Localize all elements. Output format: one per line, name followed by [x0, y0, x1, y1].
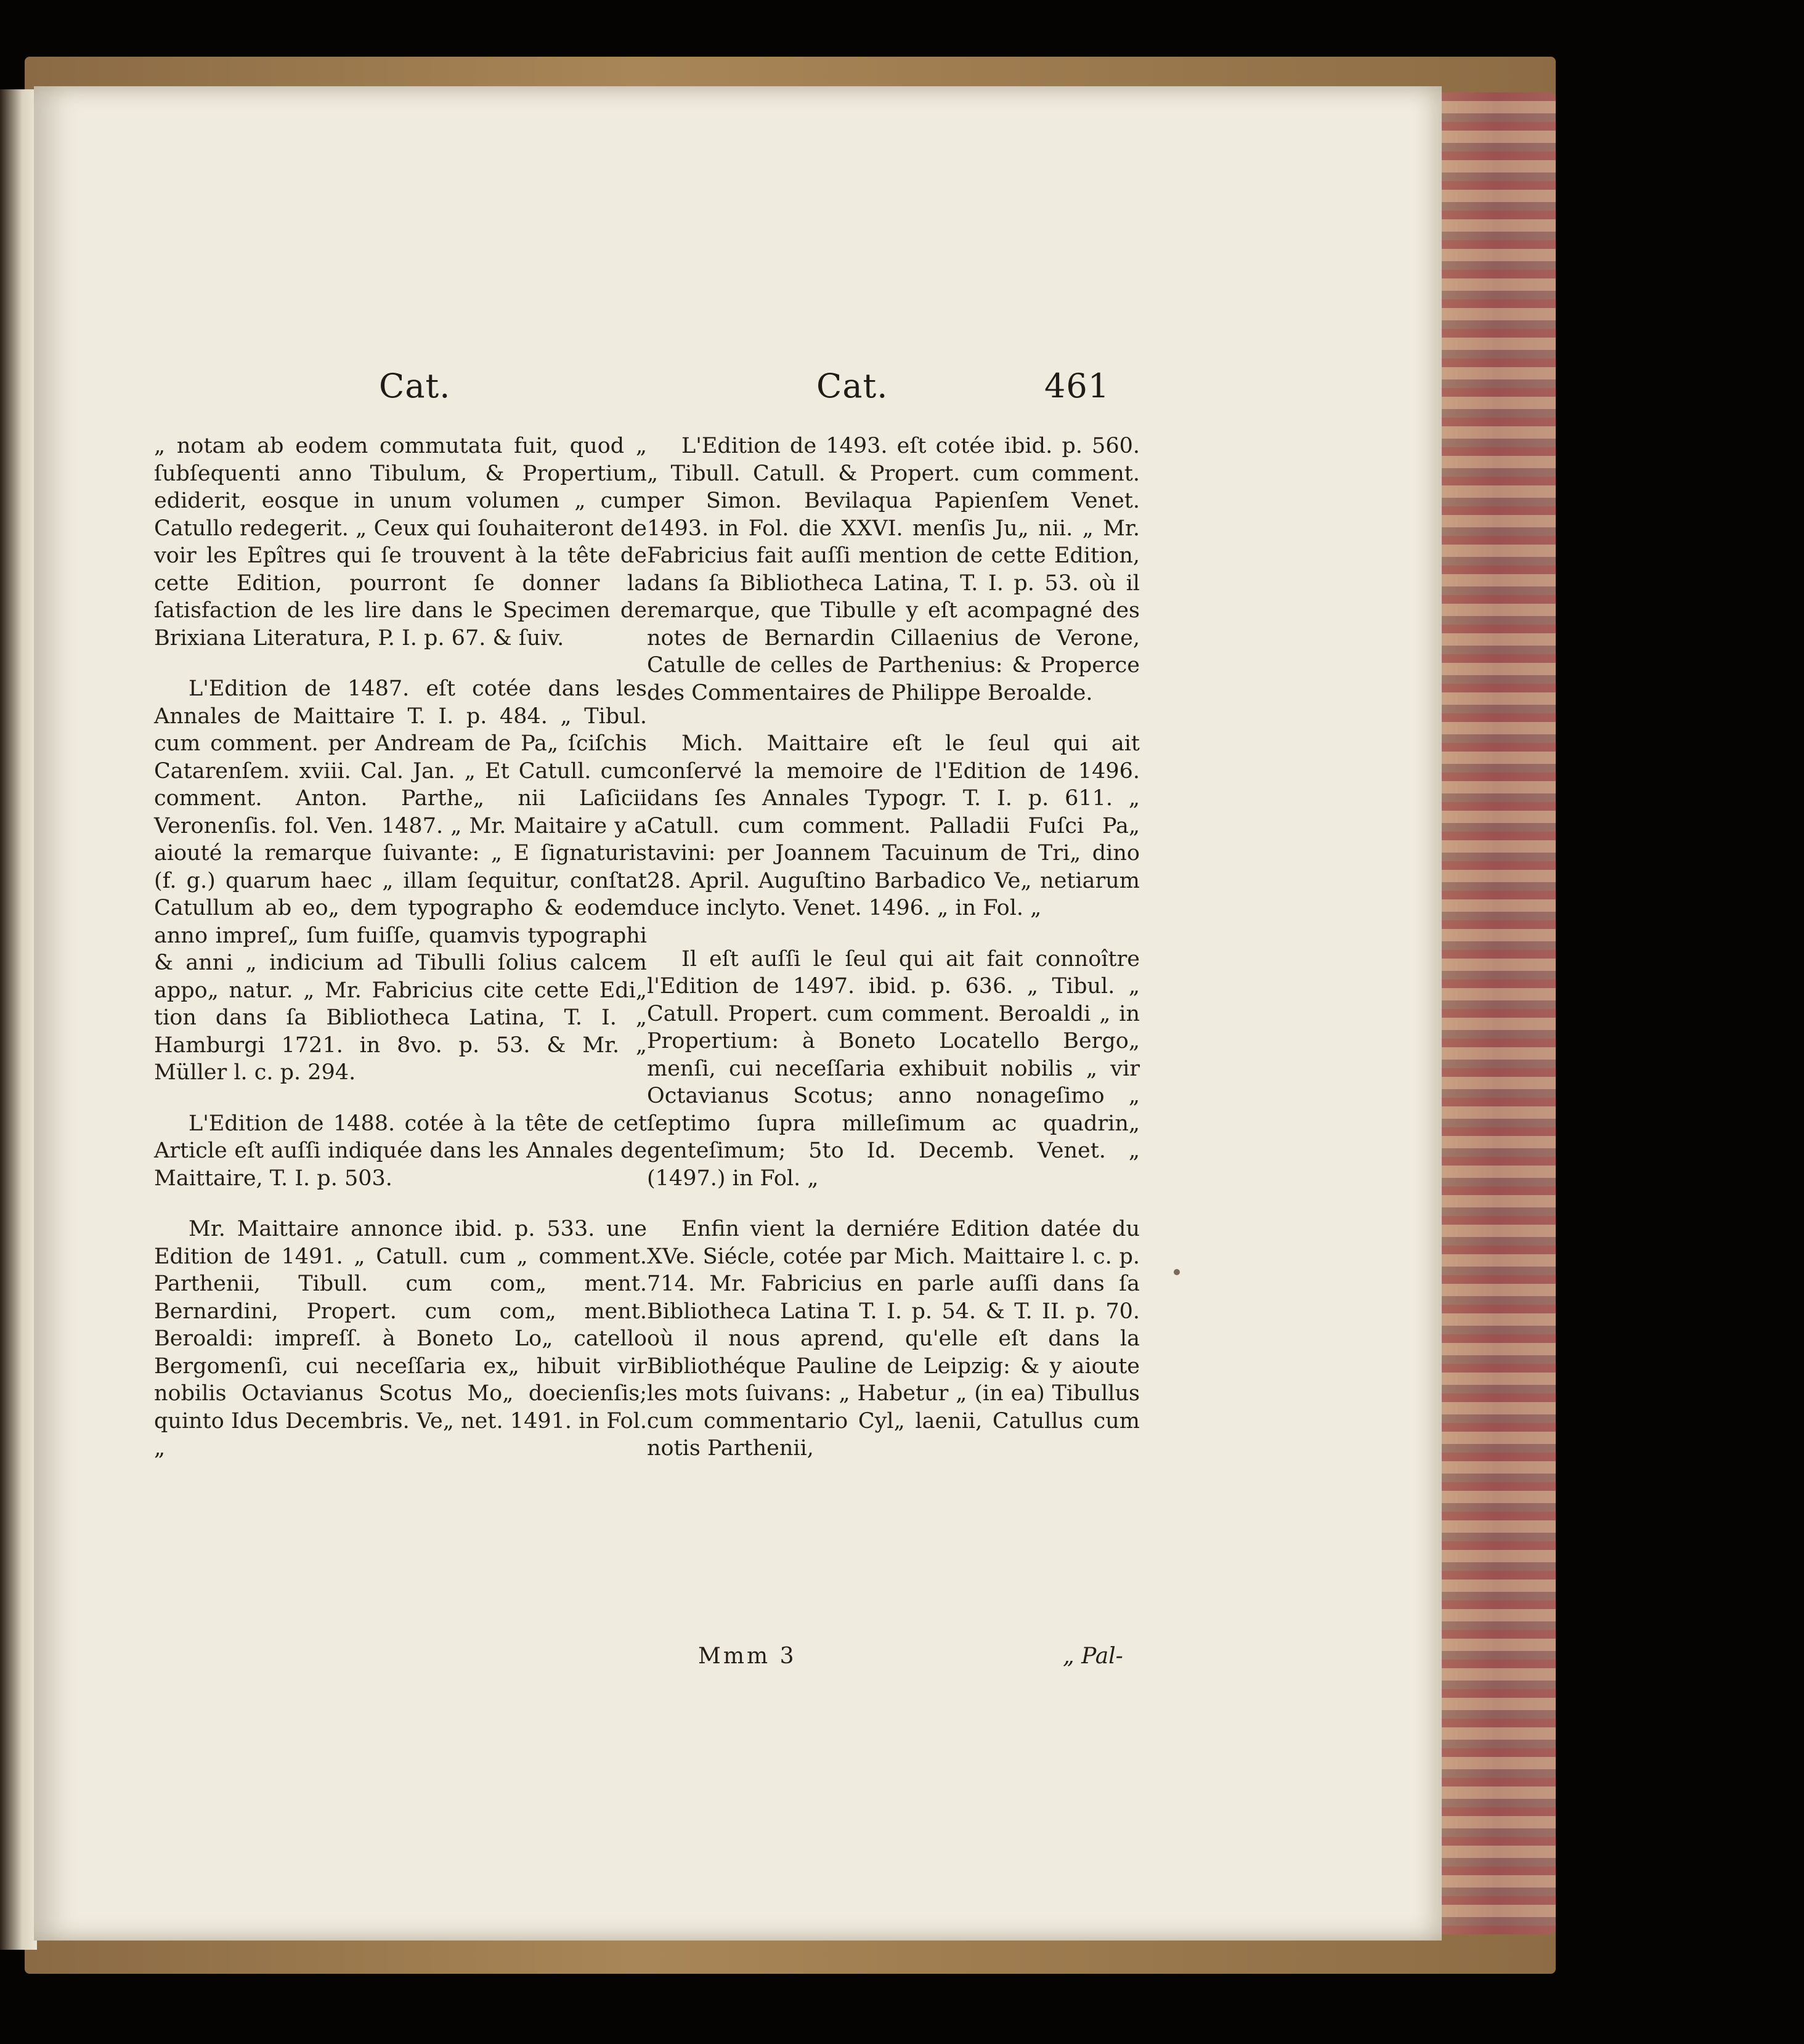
running-head-center: Cat. [816, 367, 888, 405]
left-page-edge [0, 89, 37, 1950]
right-column [647, 432, 1140, 1486]
paper-speck [1174, 1269, 1180, 1275]
paragraph: Enfin vient la derniére Edition datée du XVe. Siécle, cotée par Mich. Maittaire l. c. p. 714. Mr. Fabricius en parle auſſi dans ſa Bibliotheca Latina T. I. p. 54. & T. II. p. 70. où il nous aprend, qu'elle eſt dans la Bibliothéque Pauline de Leipzig: & y aioute les mots ſuivans: „ Habetur „ (in ea) Tibullus cum commentario Cyl„ laenii, Catullus cum notis Parthenii, [647, 1217, 1140, 1461]
marbled-fore-edge [1436, 92, 1556, 1934]
paragraph: L'Edition de 1488. cotée à la tête de cet Article eſt auſſi indiquée dans les Annales de Maittaire, T. I. p. 503. [154, 1111, 647, 1191]
signature-mark: Mmm 3 [698, 1644, 797, 1669]
left-column [154, 432, 647, 1486]
paragraph: Mr. Maittaire annonce ibid. p. 533. une Edition de 1491. „ Catull. cum „ comment. Parthenii, Tibull. cum com„ ment. Bernardini, Propert. cum com„ ment. Beroaldi: impreſſ. à Boneto Lo„ catello Bergomenſi, cui neceſſaria ex„ hibuit vir nobilis Octavianus Scotus Mo„ doecienſis; quinto Idus Decembris. Ve„ net. 1491. in Fol. „ [154, 1217, 647, 1461]
running-head-left: Cat. [379, 367, 451, 405]
paragraph: L'Edition de 1487. eſt cotée dans les Annales de Maittaire T. I. p. 484. „ Tibul. cum comment. per Andream de Pa„ ſciſchis Catarenſem. xviii. Cal. Jan. „ Et Catull. cum comment. Anton. Parthe„ nii Laſicii Veronenſis. fol. Ven. 1487. „ Mr. Maitaire y a aiouté la remarque ſuivante: „ E ſignaturis (f. g.) quarum haec „ illam ſequitur, conſtat Catullum ab eo„ dem typographo & eodem anno impreſ„ ſum fuiſſe, quamvis typographi & anni „ indicium ad Tibulli ſolius calcem appo„ natur. „ Mr. Fabricius cite cette Edi„ tion dans ſa Bibliotheca Latina, T. I. „ Hamburgi 1721. in 8vo. p. 53. & Mr. „ Müller l. c. p. 294. [154, 676, 647, 1085]
book-page [34, 86, 1442, 1941]
page-number: 461 [1044, 367, 1110, 405]
paragraph: L'Edition de 1493. eſt cotée ibid. p. 560. „ Tibull. Catull. & Propert. cum comment. per Simon. Bevilaqua Papienſem Venet. 1493. in Fol. die XXVI. menſis Ju„ nii. „ Mr. Fabricius fait auſſi mention de cette Edition, dans ſa Bibliotheca Latina, T. I. p. 53. où il remarque, que Tibulle y eſt acompagné des notes de Bernardin Cillaenius de Verone, Catulle de celles de Parthenius: & Properce des Commentaires de Philippe Beroalde. [647, 434, 1140, 705]
paragraph: Il eſt auſſi le ſeul qui ait fait connoître l'Edition de 1497. ibid. p. 636. „ Tibul. „ Catull. Propert. cum comment. Beroaldi „ in Propertium: à Boneto Locatello Bergo„ menſi, cui neceſſaria exhibuit nobilis „ vir Octavianus Scotus; anno nonageſimo „ ſeptimo ſupra milleſimum ac quadrin„ genteſimum; 5to Id. Decemb. Venet. „ (1497.) in Fol. „ [647, 946, 1140, 1191]
paragraph: „ notam ab eodem commutata fuit, quod „ ſubſequenti anno Tibulum, & Propertium ediderit, eosque in unum volumen „ cum Catullo redegerit. „ Ceux qui ſouhaiteront de voir les Epîtres qui ſe trouvent à la tête de cette Edition, pourront ſe donner la ſatisfaction de les lire dans le Specimen de Brixiana Literatura, P. I. p. 67. & ſuiv. [154, 434, 647, 651]
paragraph: Mich. Maittaire eſt le ſeul qui ait conſervé la memoire de l'Edition de 1496. dans ſes Annales Typogr. T. I. p. 611. „ Catull. cum comment. Palladii Fuſci Pa„ tavini: per Joannem Tacuinum de Tri„ dino 28. April. Auguſtino Barbadico Ve„ netiarum duce inclyto. Venet. 1496. „ in Fol. „ [647, 731, 1140, 920]
catchword: „ Pal- [1063, 1644, 1123, 1669]
